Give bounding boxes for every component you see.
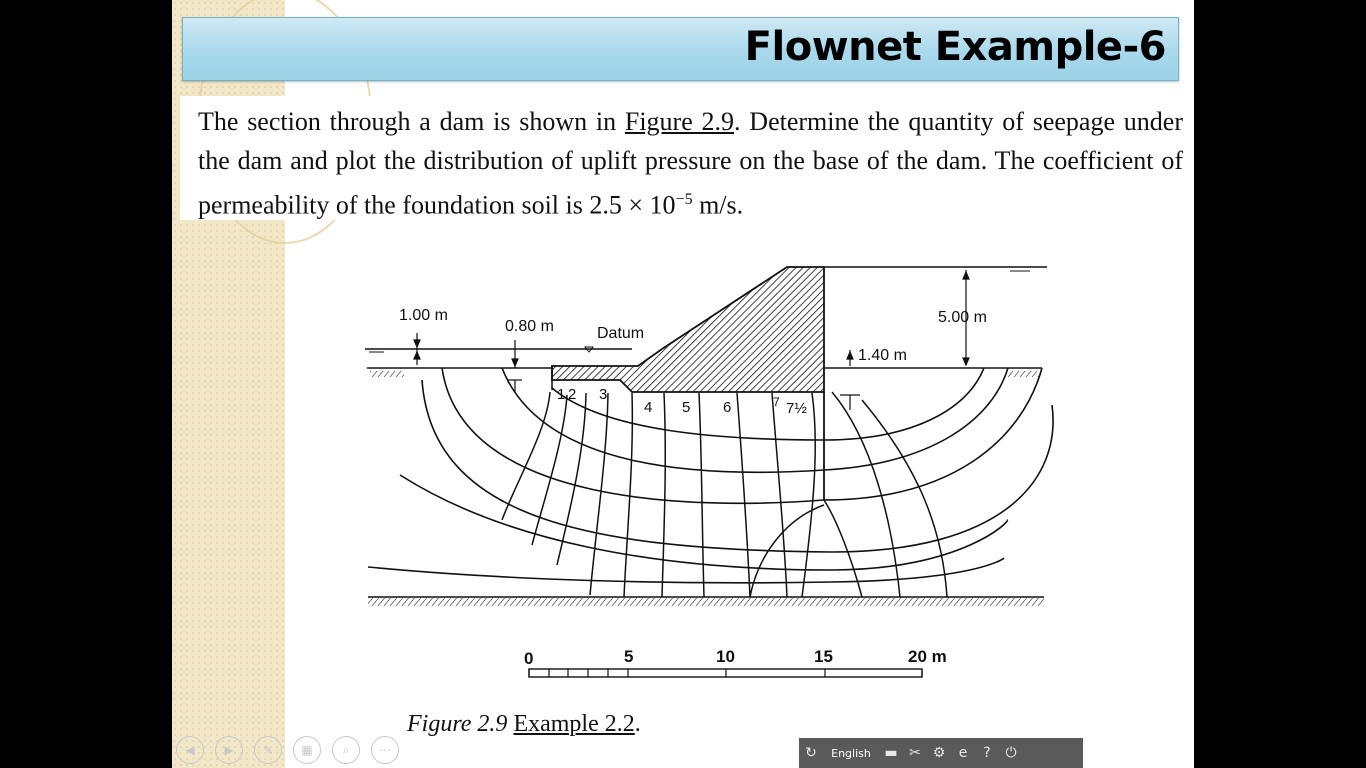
pen-icon[interactable]: ✎	[254, 736, 282, 764]
tool-icon[interactable]: ✂	[909, 745, 921, 761]
flow-lines	[368, 368, 1053, 583]
language-indicator[interactable]: English	[831, 746, 871, 760]
drop-number-6: 6	[723, 399, 732, 416]
caption-example-link: Example 2.2	[513, 711, 635, 737]
more-icon[interactable]: ⋯	[371, 736, 399, 764]
permeability-value: 2.5 × 10	[589, 190, 676, 220]
ground-hatch-left	[370, 371, 404, 377]
scale-tick-5: 5	[624, 647, 634, 666]
permeability-unit: m/s	[692, 190, 737, 220]
drop-number-2: 2	[568, 386, 577, 403]
problem-text-part-2: . Determine the quantity of seepage under the dam and plot the distribution of uplift pressure on the base of the dam. The coefficient of permeability of the foundation soil is	[198, 107, 1183, 220]
problem-text-part-1: The section through a dam is shown in	[198, 107, 625, 136]
slide	[172, 0, 1194, 768]
label-datum: Datum	[597, 325, 645, 342]
drop-number-7: 7	[773, 395, 780, 409]
drop-number-1: 1	[557, 386, 566, 403]
slideshow-nav	[176, 736, 399, 764]
browser-icon[interactable]: e	[958, 745, 968, 761]
scale-tick-15: 15	[814, 647, 833, 666]
drop-number-4: 4	[644, 399, 653, 416]
label-depth-080: 0.80 m	[505, 318, 554, 335]
keyboard-icon[interactable]: ▬	[884, 745, 898, 761]
flownet-figure	[172, 0, 1194, 768]
slide-title: Flownet Example-6	[744, 24, 1166, 70]
caption-period: .	[634, 711, 641, 737]
power-icon[interactable]: ⏻	[1005, 745, 1017, 761]
impervious-layer-hatch	[368, 598, 1044, 606]
drop-number-3: 3	[599, 386, 608, 403]
label-head-downstream: 5.00 m	[938, 309, 987, 326]
scale-tick-0: 0	[524, 649, 534, 668]
caption-figure-label: Figure 2.9	[407, 711, 508, 737]
slides-icon[interactable]: ▦	[293, 736, 321, 764]
input-icon[interactable]: ↻	[805, 745, 817, 761]
scale-bar	[524, 647, 947, 677]
drop-number-7-half: 7½	[786, 400, 807, 417]
settings-icon[interactable]: ⚙	[932, 745, 946, 761]
drop-number-5: 5	[682, 399, 691, 416]
label-depth-140: 1.40 m	[858, 347, 907, 364]
system-taskbar	[799, 738, 1083, 768]
ground-hatch-right	[1007, 371, 1041, 377]
next-icon[interactable]: ▶	[215, 736, 243, 764]
scale-tick-10: 10	[716, 647, 735, 666]
label-head-upstream: 1.00 m	[399, 307, 448, 324]
figure-caption	[407, 711, 641, 738]
scale-tick-20: 20 m	[908, 647, 947, 666]
dam-section	[552, 267, 824, 392]
previous-icon[interactable]: ◀	[176, 736, 204, 764]
zoom-icon[interactable]: ⌕	[332, 736, 360, 764]
figure-reference-link: Figure 2.9	[624, 107, 735, 136]
help-icon[interactable]: ?	[983, 745, 991, 761]
permeability-exponent: −5	[675, 191, 693, 208]
problem-text-end: .	[736, 190, 744, 220]
